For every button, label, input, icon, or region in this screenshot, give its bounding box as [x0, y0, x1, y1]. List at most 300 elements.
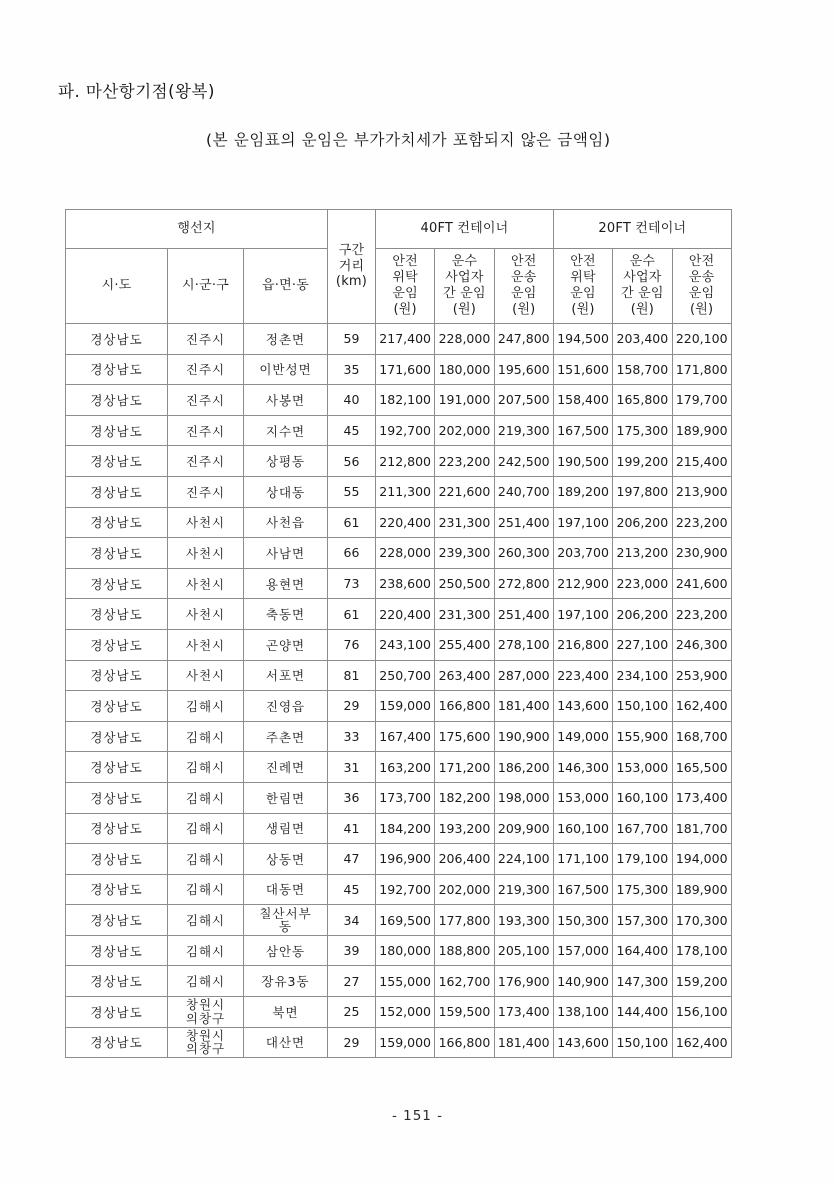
table-row [66, 538, 732, 569]
cell-20ft-safe-entrust-fare: 167,500 [553, 874, 612, 905]
cell-20ft-safe-transport-fare: 194,000 [672, 844, 731, 875]
cell-40ft-safe-transport-fare: 190,900 [494, 721, 553, 752]
cell-eupmyeondong: 지수면 [244, 415, 328, 446]
cell-sigungu: 진주시 [168, 385, 244, 416]
cell-40ft-between-carriers-fare: 171,200 [435, 752, 494, 783]
cell-sigungu: 사천시 [168, 568, 244, 599]
cell-20ft-safe-transport-fare: 220,100 [672, 324, 731, 355]
cell-sigungu: 김해시 [168, 935, 244, 966]
cell-eupmyeondong: 용현면 [244, 568, 328, 599]
cell-eupmyeondong: 진영읍 [244, 691, 328, 722]
cell-sido: 경상남도 [66, 538, 168, 569]
cell-sido: 경상남도 [66, 691, 168, 722]
cell-distance-km: 31 [328, 752, 376, 783]
cell-40ft-safe-transport-fare: 224,100 [494, 844, 553, 875]
cell-sido: 경상남도 [66, 874, 168, 905]
cell-40ft-between-carriers-fare: 206,400 [435, 844, 494, 875]
cell-20ft-safe-transport-fare: 162,400 [672, 1027, 731, 1058]
cell-sigungu: 진주시 [168, 476, 244, 507]
cell-20ft-safe-entrust-fare: 167,500 [553, 415, 612, 446]
cell-eupmyeondong: 주촌면 [244, 721, 328, 752]
cell-40ft-safe-transport-fare: 193,300 [494, 905, 553, 936]
cell-sido: 경상남도 [66, 476, 168, 507]
cell-20ft-safe-entrust-fare: 138,100 [553, 997, 612, 1028]
label-line: 운수 [629, 254, 656, 270]
cell-distance-km: 27 [328, 966, 376, 997]
cell-40ft-safe-entrust-fare: 212,800 [376, 446, 435, 477]
header-container-40ft: 40FT 컨테이너 [376, 210, 554, 249]
cell-20ft-safe-entrust-fare: 216,800 [553, 629, 612, 660]
cell-20ft-safe-entrust-fare: 197,100 [553, 599, 612, 630]
cell-20ft-safe-entrust-fare: 153,000 [553, 782, 612, 813]
cell-sigungu: 김해시 [168, 813, 244, 844]
cell-sido: 경상남도 [66, 782, 168, 813]
cell-40ft-between-carriers-fare: 193,200 [435, 813, 494, 844]
cell-20ft-safe-entrust-fare: 140,900 [553, 966, 612, 997]
cell-20ft-between-carriers-fare: 147,300 [613, 966, 672, 997]
cell-text-line: 창원시 [185, 997, 226, 1013]
label-line: 위탁 [392, 270, 418, 286]
cell-20ft-safe-transport-fare: 241,600 [672, 568, 731, 599]
cell-distance-km: 33 [328, 721, 376, 752]
cell-distance-km: 66 [328, 538, 376, 569]
cell-distance-km: 45 [328, 415, 376, 446]
cell-40ft-between-carriers-fare: 221,600 [435, 476, 494, 507]
cell-40ft-between-carriers-fare: 239,300 [435, 538, 494, 569]
cell-distance-km: 29 [328, 1027, 376, 1058]
cell-sido: 경상남도 [66, 354, 168, 385]
label-line: 운수 [451, 254, 478, 270]
label-line: 안전 [570, 254, 596, 270]
cell-eupmyeondong: 상평동 [244, 446, 328, 477]
header-40ft-between-carriers-fare [435, 249, 494, 324]
cell-sido: 경상남도 [66, 966, 168, 997]
cell-40ft-safe-entrust-fare: 152,000 [376, 997, 435, 1028]
cell-40ft-between-carriers-fare: 175,600 [435, 721, 494, 752]
cell-40ft-between-carriers-fare: 180,000 [435, 354, 494, 385]
cell-sido: 경상남도 [66, 599, 168, 630]
cell-20ft-between-carriers-fare: 160,100 [613, 782, 672, 813]
cell-eupmyeondong: 진례면 [244, 752, 328, 783]
cell-40ft-safe-entrust-fare: 228,000 [376, 538, 435, 569]
cell-20ft-between-carriers-fare: 203,400 [613, 324, 672, 355]
header-container-20ft: 20FT 컨테이너 [553, 210, 731, 249]
label-line: 안전 [688, 254, 715, 270]
cell-20ft-between-carriers-fare: 157,300 [613, 905, 672, 936]
table-row [66, 752, 732, 783]
cell-20ft-between-carriers-fare: 150,100 [613, 1027, 672, 1058]
cell-20ft-between-carriers-fare: 150,100 [613, 691, 672, 722]
cell-20ft-safe-entrust-fare: 143,600 [553, 691, 612, 722]
cell-40ft-safe-transport-fare: 278,100 [494, 629, 553, 660]
cell-40ft-safe-entrust-fare: 238,600 [376, 568, 435, 599]
cell-20ft-between-carriers-fare: 153,000 [613, 752, 672, 783]
cell-20ft-between-carriers-fare: 179,100 [613, 844, 672, 875]
cell-20ft-between-carriers-fare: 144,400 [613, 997, 672, 1028]
cell-sido: 경상남도 [66, 1027, 168, 1058]
cell-40ft-safe-entrust-fare: 182,100 [376, 385, 435, 416]
cell-20ft-safe-entrust-fare: 212,900 [553, 568, 612, 599]
header-eupmyeondong: 읍·면·동 [244, 249, 328, 324]
cell-eupmyeondong: 대산면 [244, 1027, 328, 1058]
cell-20ft-safe-transport-fare: 170,300 [672, 905, 731, 936]
cell-20ft-between-carriers-fare: 213,200 [613, 538, 672, 569]
cell-eupmyeondong: 장유3동 [244, 966, 328, 997]
cell-40ft-between-carriers-fare: 263,400 [435, 660, 494, 691]
header-40ft-safe-transport-fare [494, 249, 553, 324]
cell-distance-km: 55 [328, 476, 376, 507]
cell-20ft-between-carriers-fare: 227,100 [613, 629, 672, 660]
table-row [66, 629, 732, 660]
label-line: 위탁 [570, 270, 596, 286]
cell-40ft-safe-transport-fare: 251,400 [494, 599, 553, 630]
label-line: 운임 [688, 286, 715, 301]
cell-distance-km: 36 [328, 782, 376, 813]
cell-40ft-safe-entrust-fare: 184,200 [376, 813, 435, 844]
cell-eupmyeondong: 사봉면 [244, 385, 328, 416]
cell-40ft-safe-transport-fare: 240,700 [494, 476, 553, 507]
header-destination-group: 행선지 [66, 210, 328, 249]
cell-40ft-safe-transport-fare: 205,100 [494, 935, 553, 966]
table-row [66, 507, 732, 538]
header-20ft-between-carriers-fare [613, 249, 672, 324]
cell-40ft-between-carriers-fare: 231,300 [435, 507, 494, 538]
cell-eupmyeondong: 사남면 [244, 538, 328, 569]
cell-20ft-between-carriers-fare: 165,800 [613, 385, 672, 416]
cell-40ft-safe-entrust-fare: 159,000 [376, 1027, 435, 1058]
label-line: 간 운임 [443, 286, 486, 301]
cell-sido: 경상남도 [66, 752, 168, 783]
cell-20ft-safe-entrust-fare: 149,000 [553, 721, 612, 752]
cell-20ft-safe-transport-fare: 215,400 [672, 446, 731, 477]
cell-text-line: 의창구 [185, 1041, 226, 1057]
cell-text-line: 칠산서부 [259, 905, 312, 921]
cell-20ft-safe-entrust-fare: 190,500 [553, 446, 612, 477]
cell-20ft-safe-entrust-fare: 171,100 [553, 844, 612, 875]
cell-40ft-safe-entrust-fare: 171,600 [376, 354, 435, 385]
cell-sido: 경상남도 [66, 660, 168, 691]
label-line: (원) [393, 301, 417, 317]
cell-sido: 경상남도 [66, 629, 168, 660]
cell-20ft-safe-transport-fare: 230,900 [672, 538, 731, 569]
cell-distance-km: 59 [328, 324, 376, 355]
cell-20ft-between-carriers-fare: 206,200 [613, 507, 672, 538]
cell-eupmyeondong: 이반성면 [244, 354, 328, 385]
cell-distance-km: 61 [328, 507, 376, 538]
cell-20ft-safe-entrust-fare: 158,400 [553, 385, 612, 416]
cell-20ft-safe-transport-fare: 246,300 [672, 629, 731, 660]
table-row [66, 874, 732, 905]
label-line: 안전 [392, 254, 418, 270]
cell-sido: 경상남도 [66, 385, 168, 416]
cell-distance-km: 35 [328, 354, 376, 385]
cell-40ft-between-carriers-fare: 202,000 [435, 415, 494, 446]
cell-40ft-safe-transport-fare: 242,500 [494, 446, 553, 477]
cell-40ft-safe-transport-fare: 209,900 [494, 813, 553, 844]
label-line: 운임 [570, 286, 596, 301]
cell-distance-km: 29 [328, 691, 376, 722]
cell-20ft-safe-entrust-fare: 189,200 [553, 476, 612, 507]
fare-table-container [65, 209, 731, 1058]
header-40ft-safe-entrust-fare [376, 249, 435, 324]
cell-sigungu [168, 997, 244, 1028]
cell-20ft-between-carriers-fare: 167,700 [613, 813, 672, 844]
header-distance-line3: (km) [335, 274, 368, 290]
cell-distance-km: 61 [328, 599, 376, 630]
cell-text-line: 동 [278, 919, 293, 935]
cell-40ft-between-carriers-fare: 191,000 [435, 385, 494, 416]
cell-distance-km: 25 [328, 997, 376, 1028]
cell-40ft-safe-transport-fare: 219,300 [494, 874, 553, 905]
cell-sigungu: 사천시 [168, 629, 244, 660]
cell-40ft-safe-entrust-fare: 173,700 [376, 782, 435, 813]
cell-20ft-safe-entrust-fare: 146,300 [553, 752, 612, 783]
label-line: 사업자 [623, 270, 662, 286]
cell-sido: 경상남도 [66, 415, 168, 446]
cell-text-line: 창원시 [185, 1027, 226, 1043]
cell-eupmyeondong: 생림면 [244, 813, 328, 844]
cell-distance-km: 41 [328, 813, 376, 844]
cell-20ft-safe-transport-fare: 156,100 [672, 997, 731, 1028]
cell-sido: 경상남도 [66, 324, 168, 355]
cell-40ft-between-carriers-fare: 166,800 [435, 691, 494, 722]
header-distance [328, 210, 376, 324]
cell-sigungu: 진주시 [168, 324, 244, 355]
cell-40ft-safe-entrust-fare: 169,500 [376, 905, 435, 936]
cell-20ft-between-carriers-fare: 223,000 [613, 568, 672, 599]
cell-distance-km: 39 [328, 935, 376, 966]
label-line: 운임 [510, 286, 537, 301]
cell-distance-km: 47 [328, 844, 376, 875]
cell-eupmyeondong: 곤양면 [244, 629, 328, 660]
cell-eupmyeondong: 서포면 [244, 660, 328, 691]
cell-sido: 경상남도 [66, 935, 168, 966]
cell-40ft-between-carriers-fare: 202,000 [435, 874, 494, 905]
cell-20ft-safe-transport-fare: 159,200 [672, 966, 731, 997]
cell-eupmyeondong: 상동면 [244, 844, 328, 875]
cell-20ft-safe-transport-fare: 223,200 [672, 507, 731, 538]
table-row [66, 813, 732, 844]
cell-sigungu: 진주시 [168, 446, 244, 477]
cell-sigungu: 김해시 [168, 874, 244, 905]
cell-20ft-safe-transport-fare: 165,500 [672, 752, 731, 783]
cell-20ft-between-carriers-fare: 197,800 [613, 476, 672, 507]
cell-sigungu: 사천시 [168, 538, 244, 569]
cell-20ft-safe-entrust-fare: 143,600 [553, 1027, 612, 1058]
cell-40ft-safe-entrust-fare: 211,300 [376, 476, 435, 507]
fare-table [65, 209, 732, 1058]
label-line: (원) [630, 301, 655, 317]
cell-20ft-safe-entrust-fare: 194,500 [553, 324, 612, 355]
cell-eupmyeondong: 축동면 [244, 599, 328, 630]
cell-20ft-safe-transport-fare: 162,400 [672, 691, 731, 722]
cell-sigungu: 김해시 [168, 844, 244, 875]
cell-40ft-safe-transport-fare: 173,400 [494, 997, 553, 1028]
cell-20ft-safe-transport-fare: 178,100 [672, 935, 731, 966]
table-row [66, 691, 732, 722]
page-title: 파. 마산항기점(왕복) [58, 82, 215, 101]
cell-sigungu: 사천시 [168, 660, 244, 691]
cell-40ft-between-carriers-fare: 231,300 [435, 599, 494, 630]
cell-40ft-safe-entrust-fare: 155,000 [376, 966, 435, 997]
cell-20ft-between-carriers-fare: 175,300 [613, 874, 672, 905]
cell-sido: 경상남도 [66, 568, 168, 599]
cell-20ft-between-carriers-fare: 158,700 [613, 354, 672, 385]
cell-20ft-safe-entrust-fare: 203,700 [553, 538, 612, 569]
cell-sigungu: 김해시 [168, 691, 244, 722]
cell-40ft-safe-transport-fare: 181,400 [494, 1027, 553, 1058]
cell-distance-km: 56 [328, 446, 376, 477]
header-20ft-safe-entrust-fare [553, 249, 612, 324]
cell-20ft-safe-transport-fare: 213,900 [672, 476, 731, 507]
cell-40ft-between-carriers-fare: 250,500 [435, 568, 494, 599]
table-row [66, 415, 732, 446]
table-row [66, 935, 732, 966]
cell-20ft-safe-transport-fare: 189,900 [672, 415, 731, 446]
cell-sigungu: 진주시 [168, 415, 244, 446]
cell-40ft-between-carriers-fare: 255,400 [435, 629, 494, 660]
label-line: 운송 [510, 270, 537, 286]
table-row [66, 446, 732, 477]
cell-distance-km: 81 [328, 660, 376, 691]
cell-sigungu [168, 1027, 244, 1058]
page-subtitle: (본 운임표의 운임은 부가가치세가 포함되지 않은 금액임) [206, 131, 611, 149]
cell-eupmyeondong [244, 905, 328, 936]
cell-40ft-safe-entrust-fare: 163,200 [376, 752, 435, 783]
cell-40ft-safe-transport-fare: 198,000 [494, 782, 553, 813]
cell-40ft-safe-entrust-fare: 159,000 [376, 691, 435, 722]
header-distance-line1: 구간 [338, 242, 365, 258]
cell-eupmyeondong: 정촌면 [244, 324, 328, 355]
cell-40ft-safe-transport-fare: 260,300 [494, 538, 553, 569]
table-row [66, 997, 732, 1028]
cell-text-line: 의창구 [185, 1010, 226, 1026]
cell-40ft-safe-entrust-fare: 243,100 [376, 629, 435, 660]
header-row-top [66, 210, 732, 249]
label-line: 운임 [392, 286, 418, 301]
cell-20ft-safe-entrust-fare: 160,100 [553, 813, 612, 844]
cell-sido: 경상남도 [66, 844, 168, 875]
table-row [66, 599, 732, 630]
cell-40ft-safe-entrust-fare: 217,400 [376, 324, 435, 355]
cell-40ft-safe-entrust-fare: 167,400 [376, 721, 435, 752]
cell-sido: 경상남도 [66, 905, 168, 936]
cell-sido: 경상남도 [66, 997, 168, 1028]
cell-sigungu: 김해시 [168, 782, 244, 813]
cell-40ft-safe-entrust-fare: 192,700 [376, 874, 435, 905]
cell-40ft-safe-entrust-fare: 192,700 [376, 415, 435, 446]
cell-distance-km: 34 [328, 905, 376, 936]
cell-sigungu: 김해시 [168, 966, 244, 997]
cell-20ft-safe-transport-fare: 179,700 [672, 385, 731, 416]
cell-20ft-safe-entrust-fare: 150,300 [553, 905, 612, 936]
cell-20ft-between-carriers-fare: 175,300 [613, 415, 672, 446]
cell-20ft-safe-entrust-fare: 157,000 [553, 935, 612, 966]
cell-40ft-between-carriers-fare: 188,800 [435, 935, 494, 966]
cell-20ft-safe-transport-fare: 171,800 [672, 354, 731, 385]
cell-40ft-between-carriers-fare: 159,500 [435, 997, 494, 1028]
cell-20ft-between-carriers-fare: 164,400 [613, 935, 672, 966]
label-line: (원) [452, 301, 477, 317]
page-number: - 151 - [391, 1108, 444, 1124]
cell-sigungu: 진주시 [168, 354, 244, 385]
cell-eupmyeondong: 상대동 [244, 476, 328, 507]
cell-40ft-between-carriers-fare: 166,800 [435, 1027, 494, 1058]
cell-distance-km: 76 [328, 629, 376, 660]
cell-distance-km: 73 [328, 568, 376, 599]
cell-40ft-safe-transport-fare: 272,800 [494, 568, 553, 599]
label-line: (원) [571, 301, 595, 317]
cell-20ft-safe-entrust-fare: 223,400 [553, 660, 612, 691]
cell-40ft-safe-entrust-fare: 220,400 [376, 507, 435, 538]
cell-sigungu: 김해시 [168, 752, 244, 783]
header-sigungu: 시·군·구 [168, 249, 244, 324]
table-row [66, 385, 732, 416]
cell-40ft-safe-transport-fare: 176,900 [494, 966, 553, 997]
table-row [66, 354, 732, 385]
cell-40ft-safe-transport-fare: 186,200 [494, 752, 553, 783]
cell-eupmyeondong: 삼안동 [244, 935, 328, 966]
cell-20ft-safe-transport-fare: 173,400 [672, 782, 731, 813]
cell-distance-km: 40 [328, 385, 376, 416]
cell-20ft-between-carriers-fare: 234,100 [613, 660, 672, 691]
header-row-bottom [66, 249, 732, 324]
cell-sigungu: 사천시 [168, 599, 244, 630]
label-line: 운송 [688, 270, 715, 286]
cell-eupmyeondong: 대동면 [244, 874, 328, 905]
label-line: 안전 [510, 254, 537, 270]
cell-40ft-between-carriers-fare: 228,000 [435, 324, 494, 355]
cell-40ft-safe-entrust-fare: 196,900 [376, 844, 435, 875]
cell-eupmyeondong: 한림면 [244, 782, 328, 813]
cell-40ft-safe-transport-fare: 247,800 [494, 324, 553, 355]
cell-20ft-between-carriers-fare: 155,900 [613, 721, 672, 752]
header-20ft-safe-transport-fare [672, 249, 731, 324]
table-row [66, 782, 732, 813]
cell-40ft-safe-entrust-fare: 250,700 [376, 660, 435, 691]
cell-sido: 경상남도 [66, 446, 168, 477]
cell-sido: 경상남도 [66, 721, 168, 752]
table-row [66, 966, 732, 997]
cell-40ft-safe-transport-fare: 181,400 [494, 691, 553, 722]
table-body [66, 324, 732, 1058]
table-row [66, 844, 732, 875]
cell-sido: 경상남도 [66, 507, 168, 538]
cell-eupmyeondong: 북면 [244, 997, 328, 1028]
cell-20ft-between-carriers-fare: 206,200 [613, 599, 672, 630]
cell-20ft-safe-transport-fare: 189,900 [672, 874, 731, 905]
header-sido: 시·도 [66, 249, 168, 324]
cell-20ft-safe-entrust-fare: 197,100 [553, 507, 612, 538]
cell-40ft-safe-transport-fare: 251,400 [494, 507, 553, 538]
cell-sigungu: 김해시 [168, 721, 244, 752]
table-header [66, 210, 732, 324]
label-line: (원) [512, 301, 536, 317]
header-distance-line2: 거리 [338, 258, 365, 274]
cell-20ft-safe-transport-fare: 223,200 [672, 599, 731, 630]
cell-20ft-safe-entrust-fare: 151,600 [553, 354, 612, 385]
table-row [66, 905, 732, 936]
cell-40ft-safe-transport-fare: 207,500 [494, 385, 553, 416]
cell-40ft-between-carriers-fare: 162,700 [435, 966, 494, 997]
table-row [66, 324, 732, 355]
cell-40ft-safe-entrust-fare: 220,400 [376, 599, 435, 630]
cell-40ft-safe-entrust-fare: 180,000 [376, 935, 435, 966]
table-row [66, 1027, 732, 1058]
cell-20ft-safe-transport-fare: 181,700 [672, 813, 731, 844]
table-row [66, 476, 732, 507]
cell-sido: 경상남도 [66, 813, 168, 844]
